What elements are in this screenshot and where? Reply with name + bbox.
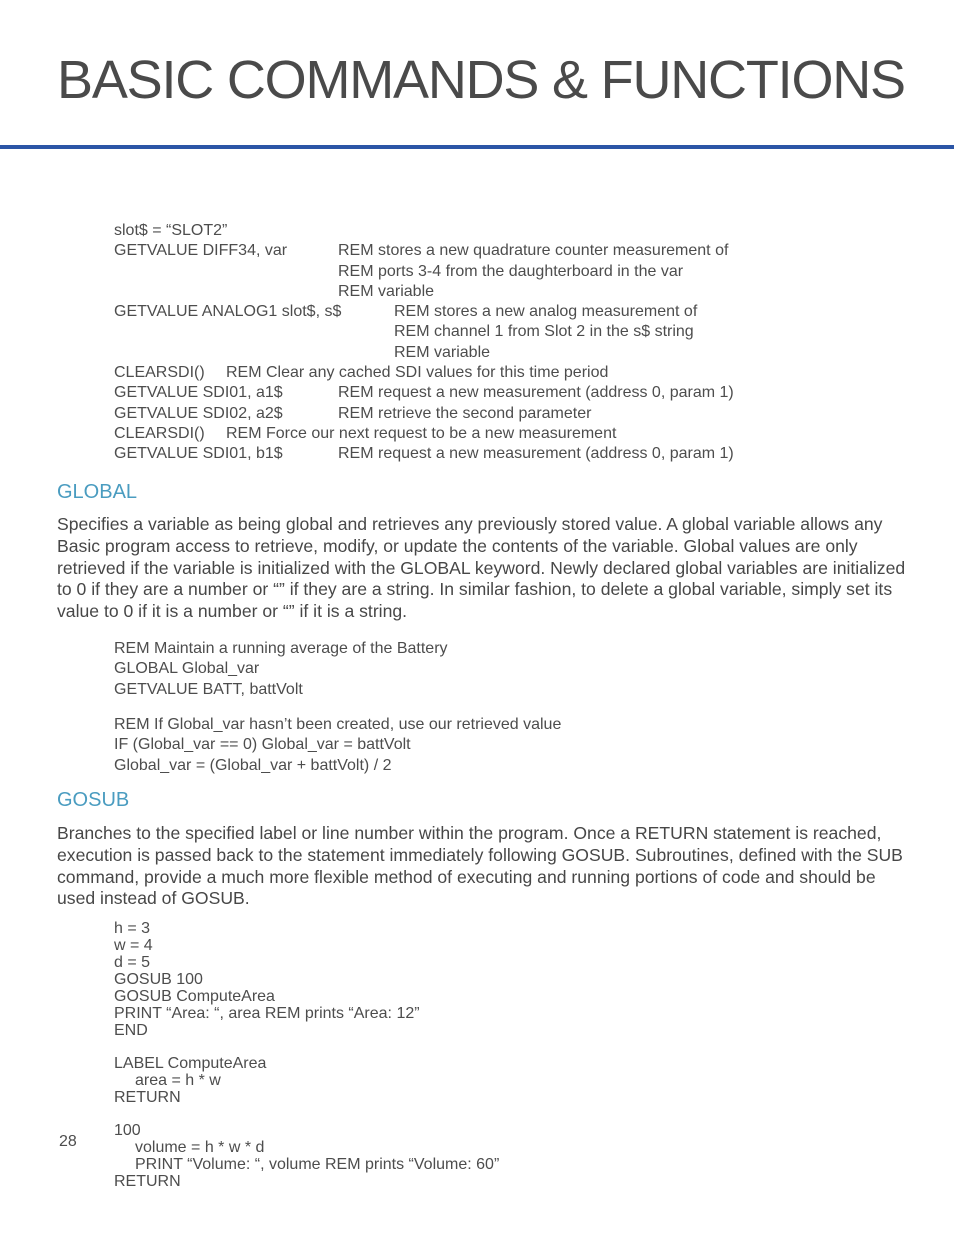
code-line: Global_var = (Global_var + battVolt) / 2 <box>114 756 392 774</box>
code-line: RETURN <box>114 1173 181 1190</box>
code-line: REM Maintain a running average of the Battery <box>114 640 448 657</box>
gosub-code-block-b <box>114 1055 266 1106</box>
title-divider <box>0 145 954 149</box>
code-line: GLOBAL Global_var <box>114 660 260 678</box>
code-line: LABEL ComputeArea <box>114 1055 267 1072</box>
code-comment: REM Force our next request to be a new measurement <box>226 424 617 442</box>
code-comment: REM request a new measurement (address 0, param 1) <box>338 384 734 402</box>
code-line: PRINT “Volume: “, volume REM prints “Volume: 60” <box>135 1156 500 1173</box>
code-line: GETVALUE BATT, battVolt <box>114 680 303 698</box>
code-line: GOSUB 100 <box>114 971 203 988</box>
code-line: 100 <box>114 1122 141 1139</box>
code-command: slot$ = “SLOT2” <box>114 222 228 239</box>
code-line: PRINT “Area: “, area REM prints “Area: 12” <box>114 1005 420 1022</box>
code-comment: REM variable <box>338 282 435 300</box>
code-line: w = 4 <box>114 937 153 954</box>
code-comment: REM variable <box>394 343 491 361</box>
code-comment: REM channel 1 from Slot 2 in the s$ string <box>394 323 694 341</box>
code-comment: REM stores a new analog measurement of <box>394 303 698 321</box>
code-line: IF (Global_var == 0) Global_var = battVolt <box>114 736 411 754</box>
code-command: GETVALUE SDI01, a1$ <box>114 384 283 402</box>
page-number: 28 <box>59 1133 77 1150</box>
gosub-description: Branches to the specified label or line number within the program. Once a RETURN statement is reached, execution is passed back to the statement immediately following GOSUB. Subroutines, defined with the SUB command, provide a much more flexible method of executing and running portions of code and should be used instead of GOSUB. <box>57 823 903 909</box>
gosub-code-block-c <box>114 1122 499 1190</box>
global-code-block-a <box>114 639 448 700</box>
code-line: GOSUB ComputeArea <box>114 988 275 1005</box>
code-line: volume = h * w * d <box>135 1139 265 1156</box>
section-heading-global: GLOBAL <box>57 481 138 503</box>
gosub-code-block-a <box>114 920 420 1039</box>
code-command: GETVALUE SDI01, b1$ <box>114 445 283 463</box>
code-comment: REM request a new measurement (address 0, param 1) <box>338 445 734 463</box>
code-line: REM If Global_var hasn’t been created, use our retrieved value <box>114 716 562 733</box>
code-line: d = 5 <box>114 954 151 971</box>
code-command: GETVALUE ANALOG1 slot$, s$ <box>114 303 342 321</box>
global-code-block-b <box>114 715 561 776</box>
code-comment: REM stores a new quadrature counter measurement of <box>338 242 729 260</box>
code-comment: REM Clear any cached SDI values for this time period <box>226 364 609 382</box>
code-comment: REM ports 3-4 from the daughterboard in the var <box>338 262 684 280</box>
code-command: CLEARSDI() <box>114 424 205 442</box>
code-line: area = h * w <box>135 1072 221 1089</box>
code-command: GETVALUE DIFF34, var <box>114 242 288 260</box>
code-comment: REM retrieve the second parameter <box>338 404 592 422</box>
code-command: CLEARSDI() <box>114 364 205 382</box>
code-line: END <box>114 1022 148 1039</box>
code-line: h = 3 <box>114 920 151 937</box>
code-line: RETURN <box>114 1089 181 1106</box>
global-description: Specifies a variable as being global and retrieves any previously stored value. A global variable allows any Basic program access to retrieve, modify, or update the contents of the variable. Global values are only retrieved if the variable is initialized with the GLOBAL keyword. Newly declared global variables are initialized to 0 if they are a number or “” if they are a string. In similar fashion, to delete a global variable, simply set its value to 0 if it is a number or “” if it is a string. <box>57 514 906 622</box>
section-heading-gosub: GOSUB <box>57 789 130 811</box>
page-title: BASIC COMMANDS & FUNCTIONS <box>57 50 905 110</box>
code-command: GETVALUE SDI02, a2$ <box>114 404 283 422</box>
